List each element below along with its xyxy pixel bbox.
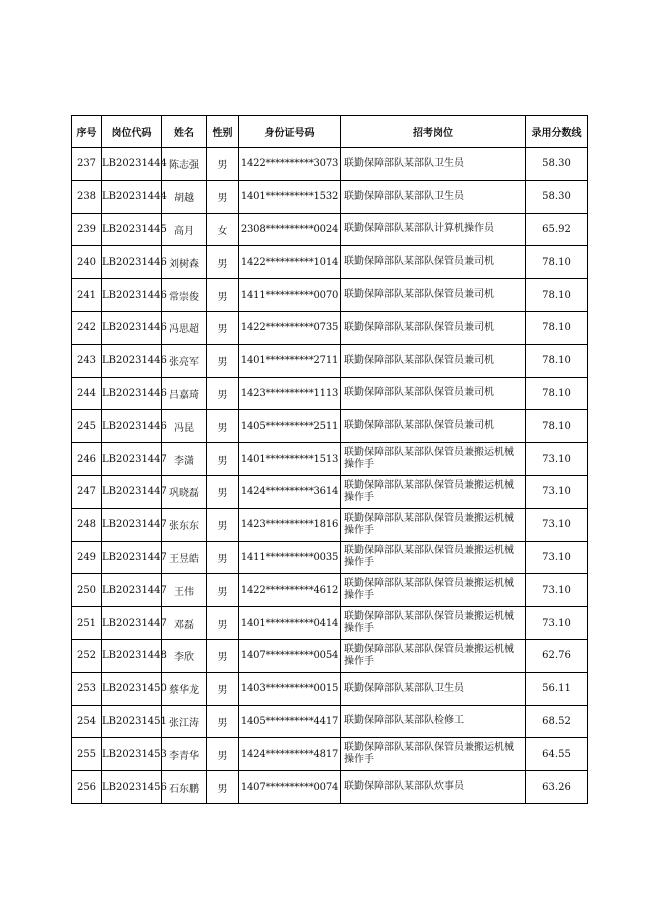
table-row xyxy=(72,771,588,804)
cell-id-number: 1401**********2711 xyxy=(239,344,341,377)
cell-post-code: LB20231446 xyxy=(102,377,162,410)
cell-gender: 男 xyxy=(207,279,239,312)
cell-seq: 245 xyxy=(72,410,102,443)
cell-id-number: 2308**********0024 xyxy=(239,213,341,246)
cell-id-number: 1401**********1532 xyxy=(239,180,341,213)
cell-score: 78.10 xyxy=(526,410,588,443)
table-row xyxy=(72,639,588,672)
cell-post-code: LB20231453 xyxy=(102,738,162,771)
cell-gender: 男 xyxy=(207,180,239,213)
cell-gender: 男 xyxy=(207,771,239,804)
cell-id-number: 1401**********1513 xyxy=(239,443,341,476)
cell-post-code: LB20231444 xyxy=(102,180,162,213)
cell-seq: 253 xyxy=(72,672,102,705)
header-score: 录用分数线 xyxy=(526,116,588,148)
cell-seq: 241 xyxy=(72,279,102,312)
cell-gender: 男 xyxy=(207,246,239,279)
cell-id-number: 1405**********4417 xyxy=(239,705,341,738)
cell-post-code: LB20231447 xyxy=(102,607,162,640)
cell-seq: 246 xyxy=(72,443,102,476)
cell-score: 65.92 xyxy=(526,213,588,246)
cell-id-number: 1422**********4612 xyxy=(239,574,341,607)
cell-position: 联勤保障部队某部队保管员兼搬运机械操作手 xyxy=(341,508,526,541)
cell-score: 56.11 xyxy=(526,672,588,705)
table-row xyxy=(72,541,588,574)
cell-position: 联勤保障部队某部队保管员兼司机 xyxy=(341,377,526,410)
table-row xyxy=(72,180,588,213)
table-row xyxy=(72,311,588,344)
recruitment-table xyxy=(71,115,588,804)
table-row xyxy=(72,148,588,181)
cell-position: 联勤保障部队某部队保管员兼司机 xyxy=(341,279,526,312)
cell-position: 联勤保障部队某部队卫生员 xyxy=(341,180,526,213)
cell-post-code: LB20231444 xyxy=(102,148,162,181)
cell-gender: 男 xyxy=(207,377,239,410)
cell-name: 王昱皓 xyxy=(162,541,207,574)
cell-gender: 男 xyxy=(207,705,239,738)
cell-name: 张江涛 xyxy=(162,705,207,738)
cell-seq: 250 xyxy=(72,574,102,607)
cell-name: 蔡华龙 xyxy=(162,672,207,705)
cell-score: 73.10 xyxy=(526,607,588,640)
cell-score: 62.76 xyxy=(526,639,588,672)
cell-id-number: 1401**********0414 xyxy=(239,607,341,640)
table-row xyxy=(72,279,588,312)
cell-name: 王伟 xyxy=(162,574,207,607)
header-id-number: 身份证号码 xyxy=(239,116,341,148)
table-body xyxy=(72,148,588,804)
cell-gender: 男 xyxy=(207,607,239,640)
cell-position: 联勤保障部队某部队检修工 xyxy=(341,705,526,738)
cell-seq: 238 xyxy=(72,180,102,213)
cell-seq: 256 xyxy=(72,771,102,804)
cell-position: 联勤保障部队某部队卫生员 xyxy=(341,672,526,705)
cell-score: 78.10 xyxy=(526,279,588,312)
cell-id-number: 1422**********1014 xyxy=(239,246,341,279)
cell-score: 73.10 xyxy=(526,508,588,541)
cell-gender: 男 xyxy=(207,443,239,476)
table-row xyxy=(72,246,588,279)
table-row xyxy=(72,705,588,738)
cell-seq: 237 xyxy=(72,148,102,181)
cell-position: 联勤保障部队某部队保管员兼司机 xyxy=(341,311,526,344)
cell-id-number: 1424**********4817 xyxy=(239,738,341,771)
header-post-code: 岗位代码 xyxy=(102,116,162,148)
cell-score: 63.26 xyxy=(526,771,588,804)
cell-id-number: 1411**********0035 xyxy=(239,541,341,574)
cell-id-number: 1405**********2511 xyxy=(239,410,341,443)
cell-gender: 男 xyxy=(207,541,239,574)
cell-name: 张东东 xyxy=(162,508,207,541)
cell-seq: 243 xyxy=(72,344,102,377)
cell-name: 陈志强 xyxy=(162,148,207,181)
cell-score: 73.10 xyxy=(526,443,588,476)
cell-seq: 239 xyxy=(72,213,102,246)
cell-post-code: LB20231445 xyxy=(102,213,162,246)
cell-post-code: LB20231446 xyxy=(102,311,162,344)
cell-gender: 男 xyxy=(207,738,239,771)
cell-position: 联勤保障部队某部队保管员兼司机 xyxy=(341,344,526,377)
cell-post-code: LB20231447 xyxy=(102,574,162,607)
table-row xyxy=(72,377,588,410)
table-row xyxy=(72,672,588,705)
table-row xyxy=(72,213,588,246)
cell-position: 联勤保障部队某部队炊事员 xyxy=(341,771,526,804)
table-row xyxy=(72,508,588,541)
cell-name: 吕嘉琦 xyxy=(162,377,207,410)
cell-id-number: 1422**********3073 xyxy=(239,148,341,181)
cell-position: 联勤保障部队某部队保管员兼搬运机械操作手 xyxy=(341,738,526,771)
cell-seq: 247 xyxy=(72,475,102,508)
cell-position: 联勤保障部队某部队保管员兼司机 xyxy=(341,410,526,443)
cell-name: 邓磊 xyxy=(162,607,207,640)
table-header-row xyxy=(72,116,588,148)
cell-name: 刘树森 xyxy=(162,246,207,279)
cell-name: 常崇俊 xyxy=(162,279,207,312)
cell-id-number: 1424**********3614 xyxy=(239,475,341,508)
cell-score: 73.10 xyxy=(526,475,588,508)
table-row xyxy=(72,344,588,377)
cell-score: 58.30 xyxy=(526,148,588,181)
cell-score: 73.10 xyxy=(526,574,588,607)
cell-position: 联勤保障部队某部队保管员兼搬运机械操作手 xyxy=(341,639,526,672)
cell-gender: 男 xyxy=(207,311,239,344)
cell-name: 巩晓磊 xyxy=(162,475,207,508)
cell-score: 78.10 xyxy=(526,246,588,279)
cell-gender: 男 xyxy=(207,344,239,377)
cell-position: 联勤保障部队某部队保管员兼司机 xyxy=(341,246,526,279)
cell-gender: 男 xyxy=(207,475,239,508)
cell-position: 联勤保障部队某部队保管员兼搬运机械操作手 xyxy=(341,607,526,640)
cell-seq: 251 xyxy=(72,607,102,640)
cell-seq: 252 xyxy=(72,639,102,672)
cell-name: 冯思超 xyxy=(162,311,207,344)
cell-gender: 男 xyxy=(207,574,239,607)
header-name: 姓名 xyxy=(162,116,207,148)
cell-post-code: LB20231447 xyxy=(102,475,162,508)
cell-post-code: LB20231446 xyxy=(102,410,162,443)
header-position: 招考岗位 xyxy=(341,116,526,148)
cell-gender: 男 xyxy=(207,639,239,672)
cell-score: 73.10 xyxy=(526,541,588,574)
cell-position: 联勤保障部队某部队保管员兼搬运机械操作手 xyxy=(341,475,526,508)
cell-seq: 255 xyxy=(72,738,102,771)
cell-id-number: 1407**********0054 xyxy=(239,639,341,672)
cell-post-code: LB20231447 xyxy=(102,541,162,574)
table-row xyxy=(72,410,588,443)
cell-name: 李欣 xyxy=(162,639,207,672)
cell-id-number: 1422**********0735 xyxy=(239,311,341,344)
cell-name: 张亮军 xyxy=(162,344,207,377)
cell-position: 联勤保障部队某部队卫生员 xyxy=(341,148,526,181)
cell-seq: 249 xyxy=(72,541,102,574)
cell-id-number: 1403**********0015 xyxy=(239,672,341,705)
cell-id-number: 1407**********0074 xyxy=(239,771,341,804)
table-row xyxy=(72,738,588,771)
cell-id-number: 1423**********1113 xyxy=(239,377,341,410)
cell-name: 李青华 xyxy=(162,738,207,771)
cell-score: 68.52 xyxy=(526,705,588,738)
cell-id-number: 1423**********1816 xyxy=(239,508,341,541)
cell-score: 78.10 xyxy=(526,311,588,344)
cell-post-code: LB20231451 xyxy=(102,705,162,738)
cell-gender: 男 xyxy=(207,410,239,443)
cell-seq: 248 xyxy=(72,508,102,541)
cell-score: 64.55 xyxy=(526,738,588,771)
cell-name: 冯昆 xyxy=(162,410,207,443)
header-seq: 序号 xyxy=(72,116,102,148)
cell-id-number: 1411**********0070 xyxy=(239,279,341,312)
cell-gender: 男 xyxy=(207,148,239,181)
cell-post-code: LB20231450 xyxy=(102,672,162,705)
cell-position: 联勤保障部队某部队保管员兼搬运机械操作手 xyxy=(341,574,526,607)
cell-position: 联勤保障部队某部队保管员兼搬运机械操作手 xyxy=(341,541,526,574)
cell-name: 李潇 xyxy=(162,443,207,476)
table-row xyxy=(72,475,588,508)
cell-position: 联勤保障部队某部队计算机操作员 xyxy=(341,213,526,246)
header-gender: 性别 xyxy=(207,116,239,148)
cell-gender: 女 xyxy=(207,213,239,246)
table-row xyxy=(72,574,588,607)
cell-post-code: LB20231448 xyxy=(102,639,162,672)
table-row xyxy=(72,443,588,476)
cell-position: 联勤保障部队某部队保管员兼搬运机械操作手 xyxy=(341,443,526,476)
cell-post-code: LB20231447 xyxy=(102,508,162,541)
cell-seq: 242 xyxy=(72,311,102,344)
cell-post-code: LB20231456 xyxy=(102,771,162,804)
cell-seq: 240 xyxy=(72,246,102,279)
cell-post-code: LB20231447 xyxy=(102,443,162,476)
cell-score: 78.10 xyxy=(526,377,588,410)
cell-name: 石东鹏 xyxy=(162,771,207,804)
cell-gender: 男 xyxy=(207,672,239,705)
cell-seq: 244 xyxy=(72,377,102,410)
cell-post-code: LB20231446 xyxy=(102,344,162,377)
table-row xyxy=(72,607,588,640)
cell-score: 58.30 xyxy=(526,180,588,213)
cell-post-code: LB20231446 xyxy=(102,279,162,312)
cell-post-code: LB20231446 xyxy=(102,246,162,279)
cell-name: 高月 xyxy=(162,213,207,246)
cell-gender: 男 xyxy=(207,508,239,541)
cell-seq: 254 xyxy=(72,705,102,738)
cell-name: 胡越 xyxy=(162,180,207,213)
cell-score: 78.10 xyxy=(526,344,588,377)
